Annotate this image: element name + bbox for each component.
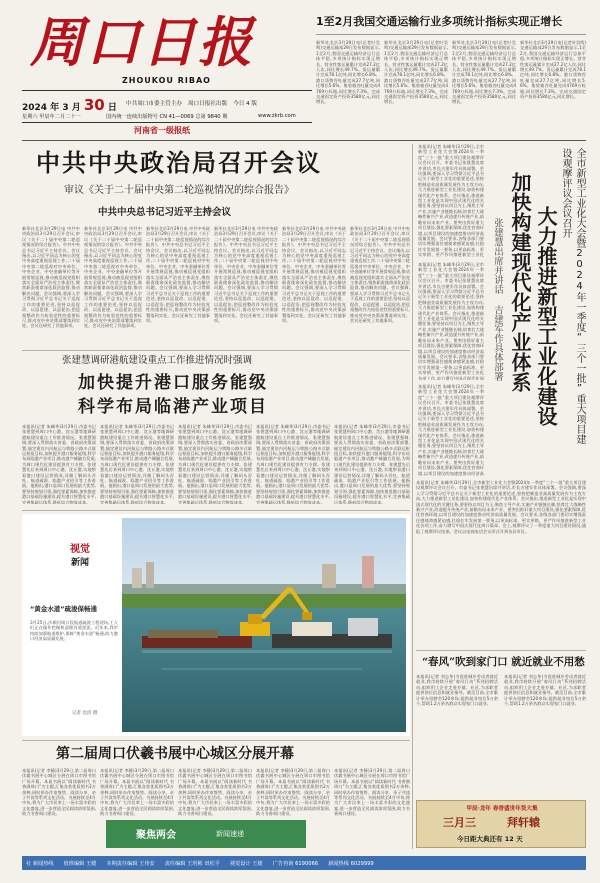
photo-credit: 记者 沈清 摄 [72, 711, 98, 716]
footer-item: 视觉设计 王捷 [229, 860, 263, 867]
employment-body-col2: 本报讯(记者 刘志华)为促进城乡劳动者就近就业,我市持续开展“春风行动”系列招聘活动,组织用工企业走进乡镇、社区,为求职者提供岗位信息和就业指导。截至目前,全市累计举办招聘会120余场,提供就业岗位5万余个,帮助1.2万余名群众实现家门口就业。 [504, 674, 586, 707]
port-story [22, 354, 410, 504]
top-news [316, 10, 586, 130]
lead-body-col1: 新华社北京3月29日电 中共中央政治局3月29日召开会议,审议《关于二十届中央第二轮巡视情况的综合报告》。中共中央总书记习近平主持会议。会议指出,以习近平同志为核心的党中央高度重视巡视工作,二十届中央第二轮巡视对中央单位、中央企业、中央金融单位等开展常规巡视,推动被巡视党组织落实全面从严治党主体责任,聚焦职责使命深化政治监督,推动解决问题。会议强调,要深入学习贯彻习近平总书记关于巡视工作的重要论述,坚持以巡促改、以巡促建、以巡促治,把巡视整改作为检验党性的重要标尺,推动党中央决策部署落到实处。会议还研究了其他事项。 [22, 226, 80, 329]
ad-left-sub: 新闻速递 [216, 830, 244, 838]
top-news-body-col3: 新华社北京3月29日电(记者叶昊鸣)交通运输部29日发布数据显示,1至2月,我国交通运输经济运行总体平稳,多项统计指标实现正增长。营业性客运量累计完成27.2亿人次,同比增长49.7%。货运量累计完成78.1亿吨,同比增长6.8%。港口货物吞吐量完成27.7亿吨,同比增长5.6%。集装箱吞吐量完成4769万标箱,同比增长7.3%。完成交通固定资产投资3580亿元,同比增长。 [452, 40, 516, 105]
top-news-body-col4: 新华社北京3月29日电(记者叶昊鸣)交通运输部29日发布数据显示,1至2月,我国交通运输经济运行总体平稳,多项统计指标实现正增长。营业性客运量累计完成27.2亿人次,同比增长49.7%。货运量累计完成78.1亿吨,同比增长6.8%。港口货物吞吐量完成27.7亿吨,同比增长5.6%。集装箱吞吐量完成4769万标箱,同比增长7.3%。完成交通固定资产投资3580亿元,同比增长。 [520, 40, 586, 100]
footer-item: 值班编辑 王健 [63, 860, 97, 867]
footer-item: 本期责任编辑 王伟安 [106, 860, 155, 867]
issue-date [22, 96, 117, 114]
top-news-headline: 1至2月我国交通运输行业多项统计指标实现正增长 [316, 10, 586, 35]
lead-host: 中共中央总书记习近平主持会议 [98, 207, 232, 218]
left-advertisement[interactable] [106, 820, 306, 848]
publisher-info [126, 99, 257, 107]
footer-item: 新闻热线 6029999 [328, 860, 374, 867]
feature-body-col3: 本报讯(记者 朱峰华)3月29日,全市新型工业化大会暨2024年一季度“三个一批”重大项目建设观摩评议会议召开。市委书记张建慧出席并讲话,市长吉建军作具体部署。会议强调,要深入学习贯彻习近平总书记关于新型工业化的重要论述,坚持把制造业高质量发展作为主攻方向,大力推进新型工业化建设,加快构建现代化产业体系。会议指出,推进新型工业化是实现中国式现代化的关键任务,要坚持以项目为王,聚焦主导产业,实施产业链链长制,培育壮大战略性新兴产业,改造提升传统产业,前瞻布局未来产业。要突出抓好重大项目建设,强化要素保障,优化营商环境,以项目建设的加速度推动经济高 [418, 384, 484, 476]
right-feature [416, 144, 586, 646]
lead-subtitle: 审议《关于二十届中央第二轮巡视情况的综合报告》 [64, 185, 294, 196]
port-body-col4: 本报讯(记者 朱峰华)3月29日,市委书记张建慧到周口中心港、沈丘港等地调研港航建设重点工作推进情况。张建慧强调,要深入贯彻落实省委、省政府决策部署,锚定建设内河航运与铁路公路多式联运枢纽目标,加快提升港口服务能级,科学布局临港产业项目,推动港产城融合发展,为周口现代化建设提供有力支撑。张建慧先后来到周口中心港、沈丘港,实地察看港口建设运营情况,详细了解码头吞吐、航道疏浚、临港产业招引等工作进展。他指出,港口是周口发展的最大优势,要坚持规划引领,强化要素保障,加快推进港口基础设施建设,提升港口智慧化水平,完善集疏运体系,降低综合物流成本。 [256, 424, 330, 504]
top-news-body-col1: 新华社北京3月29日电(记者叶昊鸣)交通运输部29日发布数据显示,1至2月,我国交通运输经济运行总体平稳,多项统计指标实现正增长。营业性客运量累计完成27.2亿人次,同比增长49.7%。货运量累计完成78.1亿吨,同比增长6.8%。港口货物吞吐量完成27.7亿吨,同比增长5.6%。集装箱吞吐量完成4769万标箱,同比增长7.3%。完成交通固定资产投资3580亿元,同比增长。 [316, 40, 380, 105]
page-count: 今日 4 版 [233, 101, 258, 107]
port-body-col1: 本报讯(记者 朱峰华)3月29日,市委书记张建慧到周口中心港、沈丘港等地调研港航建设重点工作推进情况。张建慧强调,要深入贯彻落实省委、省政府决策部署,锚定建设内河航运与铁路公路多式联运枢纽目标,加快提升港口服务能级,科学布局临港产业项目,推动港产城融合发展,为周口现代化建设提供有力支撑。张建慧先后来到周口中心港、沈丘港,实地察看港口建设运营情况,详细了解码头吞吐、航道疏浚、临港产业招引等工作进展。他指出,港口是周口发展的最大优势,要坚持规划引领,强化要素保障,加快推进港口基础设施建设,提升港口智慧化水平,完善集疏运体系,降低综合物流成本。 [22, 424, 96, 504]
port-kicker: 张建慧调研港航建设重点工作推进情况时强调 [62, 355, 253, 366]
footer-bar [22, 856, 586, 870]
dredging-photo [122, 518, 406, 732]
grade-badge: 河南省一级报纸 [134, 126, 190, 135]
port-headline-line2: 科学布局临港产业项目 [78, 397, 268, 417]
footer-item: 广告咨询 6190066 [272, 860, 319, 867]
ad-line1: 三月三 [443, 816, 476, 829]
employment-story [416, 654, 586, 754]
date-year: 2024 年 [22, 103, 60, 113]
photo-caption-title: “黄金水道”疏浚保畅通 [30, 605, 98, 613]
feature-body-col2: 本报讯(记者 朱峰华)3月29日,全市新型工业化大会暨2024年一季度“三个一批”重大项目建设观摩评议会议召开。市委书记张建慧出席并讲话,市长吉建军作具体部署。会议强调,要深入学习贯彻习近平总书记关于新型工业化的重要论述,坚持把制造业高质量发展作为主攻方向,大力推进新型工业化建设,加快构建现代化产业体系。会议指出,推进新型工业化是实现中国式现代化的关键任务,要坚持以项目为王,聚焦主导产业,实施产业链链长制,培育壮大战略性新兴产业,改造提升传统产业,前瞻布局未来产业。要突出抓好重大项目建设,强化要素保障,优化营商环境,以项目建设的加速度推动经济高质量发展。会议要求,各级各部门要切实增强责任感使命感紧迫感,扛稳扛牢发展第一要务,以更高标准、更实举措、更严作风推进新型工业化各项工作,奋力谱写中国式现代化周 [418, 262, 484, 380]
masthead [22, 10, 312, 138]
ad-brand: 甲辰·龙年 春香盛世年货大集 [466, 806, 538, 812]
book-fair-body-col4: 本报讯(记者 李静)3月29日,第二届周口伏羲书展中心城区分展在周口市图书馆广场开幕。本届书展以“阅读新时代 书香满周口”为主题,汇集各类优质图书2万余种,同时举办作家签售、阅读分享、亲子共读等系列文化活动。书展持续至4月中旬,将为广大市民奉上一场丰富多彩的文化盛宴,进一步营造全民阅读浓厚氛围,助力书香周口建设。 [256, 768, 330, 817]
weekday-line: 星期六 甲辰年二月二十一 [22, 114, 81, 120]
lead-body-col6: 新华社北京3月29日电 中共中央政治局3月29日召开会议,审议《关于二十届中央第二轮巡视情况的综合报告》。中共中央总书记习近平主持会议。会议指出,以习近平同志为核心的党中央高度重视巡视工作,二十届中央第二轮巡视对中央单位、中央企业、中央金融单位等开展常规巡视,推动被巡视党组织落实全面从严治党主体责任,聚焦职责使命深化政治监督,推动解决问题。会议强调,要深入学习贯彻习近平总书记关于巡视工作的重要论述,坚持以巡促改、以巡促建、以巡促治,把巡视整改作为检验党性的重要标尺,推动党中央决策部署落到实处。会议还研究了其他事项。 [350, 226, 410, 323]
top-news-body-col2: 新华社北京3月29日电(记者叶昊鸣)交通运输部29日发布数据显示,1至2月,我国交通运输经济运行总体平稳,多项统计指标实现正增长。营业性客运量累计完成27.2亿人次,同比增长49.7%。货运量累计完成78.1亿吨,同比增长6.8%。港口货物吞吐量完成27.7亿吨,同比增长5.6%。集装箱吞吐量完成4769万标箱,同比增长7.3%。完成交通固定资产投资3580亿元,同比增长。 [384, 40, 448, 105]
feature-body-wide: 本报讯(记者 朱峰华)3月29日,全市新型工业化大会暨2024年一季度“三个一批”重大项目建设观摩评议会议召开。市委书记张建慧出席并讲话,市长吉建军作具体部署。会议强调,要深入学习贯彻习近平总书记关于新型工业化的重要论述,坚持把制造业高质量发展作为主攻方向,大力推进新型工业化建设,加快构建现代化产业体系。会议指出,推进新型工业化是实现中国式现代化的关键任务,要坚持以项目为王,聚焦主导产业,实施产业链链长制,培育壮大战略性新兴产业,改造提升传统产业,前瞻布局未来产业。要突出抓好重大项目建设,强化要素保障,优化营商环境,以项目建设的加速度推动经济高质量发展。会议要求,各级各部门要切实增强责任感使命感紧迫感,扛稳扛牢发展第一要务,以更高标准、更实举措、更严作风推进新型工业化各项工作,奋力谱写中国式现代化周口篇章。会上,观摩评议了一季度重大项目建设情况,通报了观摩评议结果。会议以电视电话会议形式开到各县市区。 [416, 480, 586, 534]
feature-body-col1: 本报讯(记者 朱峰华)3月29日,全市新型工业化大会暨2024年一季度“三个一批”重大项目建设观摩评议会议召开。市委书记张建慧出席并讲话,市长吉建军作具体部署。会议强调,要深入学习贯彻习近平总书记关于新型工业化的重要论述,坚持把制造业高质量发展作为主攻方向,大力推进新型工业化建设,加快构建现代化产业体系。会议指出,推进新型工业化是实现中国式现代化的关键任务,要坚持以项目为王,聚焦主导产业,实施产业链链长制,培育壮大战略性新兴产业,改造提升传统产业,前瞻布局未来产业。要突出抓好重大项目建设,强化要素保障,优化营商环境,以项目建设的加速度推动经济高质量发展。会议要求,各级各部门要切实增强责任感使命感紧迫感,扛稳扛牢发展第一要务,以更高标准、更实举措、更严作风推进新型工业化 [418, 144, 484, 258]
ad-left-brand: 聚焦两会 [136, 830, 176, 841]
date-day: 30 [83, 96, 105, 114]
lead-body-col2: 新华社北京3月29日电 中共中央政治局3月29日召开会议,审议《关于二十届中央第二轮巡视情况的综合报告》。中共中央总书记习近平主持会议。会议指出,以习近平同志为核心的党中央高度重视巡视工作,二十届中央第二轮巡视对中央单位、中央企业、中央金融单位等开展常规巡视,推动被巡视党组织落实全面从严治党主体责任,聚焦职责使命深化政治监督,推动解决问题。会议强调,要深入学习贯彻习近平总书记关于巡视工作的重要论述,坚持以巡促改、以巡促建、以巡促治,把巡视整改作为检验党性的重要标尺,推动党中央决策部署落到实处。会议还研究了其他事项。 [84, 226, 142, 329]
employment-headline: “春风”吹到家门口 就近就业不用愁 [422, 656, 585, 668]
right-advertisement[interactable] [416, 800, 586, 848]
feature-vertical-title1: 大力推进新型工业化建设 [534, 206, 558, 426]
photo-caption-body: 3月25日,沙颍河周口段航道疏浚工程现场,工人们正在操作挖掘机清理河道淤泥。近年来,我市持续加强航道维护,保障“黄金水道”畅通,助力港口经济高质量发展。 [30, 620, 118, 642]
cn-code: 国内统一连续出版物号 CN 41—0069 总第 9840 期 [106, 114, 228, 120]
publisher: 中共周口市委主管主办 [126, 101, 182, 107]
port-body-col5: 本报讯(记者 朱峰华)3月29日,市委书记张建慧到周口中心港、沈丘港等地调研港航建设重点工作推进情况。张建慧强调,要深入贯彻落实省委、省政府决策部署,锚定建设内河航运与铁路公路多式联运枢纽目标,加快提升港口服务能级,科学布局临港产业项目,推动港产城融合发展,为周口现代化建设提供有力支撑。张建慧先后来到周口中心港、沈丘港,实地察看港口建设运营情况,详细了解码头吞吐、航道疏浚、临港产业招引等工作进展。他指出,港口是周口发展的最大优势,要坚持规划引领,强化要素保障,加快推进港口基础设施建设,提升港口智慧化水平,完善集疏运体系,降低综合物流成本。 [334, 424, 410, 504]
feature-vertical-title2: 加快构建现代化产业体系 [508, 172, 532, 392]
port-body-col3: 本报讯(记者 朱峰华)3月29日,市委书记张建慧到周口中心港、沈丘港等地调研港航建设重点工作推进情况。张建慧强调,要深入贯彻落实省委、省政府决策部署,锚定建设内河航运与铁路公路多式联运枢纽目标,加快提升港口服务能级,科学布局临港产业项目,推动港产城融合发展,为周口现代化建设提供有力支撑。张建慧先后来到周口中心港、沈丘港,实地察看港口建设运营情况,详细了解码头吞吐、航道疏浚、临港产业招引等工作进展。他指出,港口是周口发展的最大优势,要坚持规划引领,强化要素保障,加快推进港口基础设施建设,提升港口智慧化水平,完善集疏运体系,降低综合物流成本。 [178, 424, 252, 504]
photo-badge [62, 540, 98, 580]
port-headline-line1: 加快提升港口服务能级 [78, 373, 268, 393]
book-fair-body-col5: 本报讯(记者 李静)3月29日,第二届周口伏羲书展中心城区分展在周口市图书馆广场开幕。本届书展以“阅读新时代 书香满周口”为主题,汇集各类优质图书2万余种,同时举办作家签售、阅读分享、亲子共读等系列文化活动。书展持续至4月中旬,将为广大市民奉上一场丰富多彩的文化盛宴,进一步营造全民阅读浓厚氛围,助力书香周口建设。 [334, 768, 410, 817]
book-fair-body-col1: 本报讯(记者 李静)3月29日,第二届周口伏羲书展中心城区分展在周口市图书馆广场开幕。本届书展以“阅读新时代 书香满周口”为主题,汇集各类优质图书2万余种,同时举办作家签售、阅读分享、亲子共读等系列文化活动。书展持续至4月中旬,将为广大市民奉上一场丰富多彩的文化盛宴,进一步营造全民阅读浓厚氛围,助力书香周口建设。 [22, 768, 96, 817]
book-fair-body-col3: 本报讯(记者 李静)3月29日,第二届周口伏羲书展中心城区分展在周口市图书馆广场开幕。本届书展以“阅读新时代 书香满周口”为主题,汇集各类优质图书2万余种,同时举办作家签售、阅读分享、亲子共读等系列文化活动。书展持续至4月中旬,将为广大市民奉上一场丰富多彩的文化盛宴,进一步营造全民阅读浓厚氛围,助力书香周口建设。 [178, 768, 252, 817]
footer-item: 社 新闻热线 [26, 860, 54, 867]
book-fair-body-col2: 本报讯(记者 李静)3月29日,第二届周口伏羲书展中心城区分展在周口市图书馆广场开幕。本届书展以“阅读新时代 书香满周口”为主题,汇集各类优质图书2万余种,同时举办作家签售、阅读分享、亲子共读等系列文化活动。书展持续至4月中旬,将为广大市民奉上一场丰富多彩的文化盛宴,进一步营造全民阅读浓厚氛围,助力书香周口建设。 [100, 768, 174, 817]
photo-news [22, 514, 410, 736]
port-body-col2: 本报讯(记者 朱峰华)3月29日,市委书记张建慧到周口中心港、沈丘港等地调研港航建设重点工作推进情况。张建慧强调,要深入贯彻落实省委、省政府决策部署,锚定建设内河航运与铁路公路多式联运枢纽目标,加快提升港口服务能级,科学布局临港产业项目,推动港产城融合发展,为周口现代化建设提供有力支撑。张建慧先后来到周口中心港、沈丘港,实地察看港口建设运营情况,详细了解码头吞吐、航道疏浚、临港产业招引等工作进展。他指出,港口是周口发展的最大优势,要坚持规划引领,强化要素保障,加快推进港口基础设施建设,提升港口智慧化水平,完善集疏运体系,降低综合物流成本。 [100, 424, 174, 504]
employment-body-col1: 本报讯(记者 刘志华)为促进城乡劳动者就近就业,我市持续开展“春风行动”系列招聘活动,组织用工企业走进乡镇、社区,为求职者提供岗位信息和就业指导。截至目前,全市累计举办招聘会120余场,提供就业岗位5万余个,帮助1.2万余名群众实现家门口就业。 [416, 674, 498, 707]
footer-item: 责任编辑 王玥彬 田松平 [164, 860, 220, 867]
photo-badge-line1: 视觉 [70, 544, 90, 555]
feature-vertical-kicker: 全市新型工业化大会暨2024年一季度“三个一批”重大项目建设观摩评议会议召开 [560, 148, 585, 444]
lead-body-col3: 新华社北京3月29日电 中共中央政治局3月29日召开会议,审议《关于二十届中央第二轮巡视情况的综合报告》。中共中央总书记习近平主持会议。会议指出,以习近平同志为核心的党中央高度重视巡视工作,二十届中央第二轮巡视对中央单位、中央企业、中央金融单位等开展常规巡视,推动被巡视党组织落实全面从严治党主体责任,聚焦职责使命深化政治监督,推动解决问题。会议强调,要深入学习贯彻习近平总书记关于巡视工作的重要论述,坚持以巡促改、以巡促建、以巡促治,把巡视整改作为检验党性的重要标尺,推动党中央决策部署落到实处。会议还研究了其他事项。 [146, 226, 210, 323]
book-fair-headline: 第二届周口伏羲书展中心城区分展开幕 [56, 746, 294, 762]
lead-story [22, 146, 410, 346]
lead-body-col4: 新华社北京3月29日电 中共中央政治局3月29日召开会议,审议《关于二十届中央第二轮巡视情况的综合报告》。中共中央总书记习近平主持会议。会议指出,以习近平同志为核心的党中央高度重视巡视工作,二十届中央第二轮巡视对中央单位、中央企业、中央金融单位等开展常规巡视,推动被巡视党组织落实全面从严治党主体责任,聚焦职责使命深化政治监督,推动解决问题。会议强调,要深入学习贯彻习近平总书记关于巡视工作的重要论述,坚持以巡促改、以巡促建、以巡促治,把巡视整改作为检验党性的重要标尺,推动党中央决策部署落到实处。会议还研究了其他事项。 [214, 226, 278, 323]
lead-headline: 中共中央政治局召开会议 [36, 148, 322, 177]
feature-vertical-sub: 张建慧出席并讲话 吉建军作具体部署 [492, 218, 503, 381]
photo-badge-line2: 新闻 [70, 558, 89, 568]
website: www.zkrb.com [258, 113, 296, 119]
publishing-org: 周口日报社出版 [187, 101, 228, 107]
ad-line3: 今日距大典还有 12 天 [457, 835, 523, 843]
date-suffix: 日 [107, 103, 117, 113]
newspaper-pinyin: ZHOUKOU RIBAO [122, 76, 211, 85]
lead-body-col5: 新华社北京3月29日电 中共中央政治局3月29日召开会议,审议《关于二十届中央第二轮巡视情况的综合报告》。中共中央总书记习近平主持会议。会议指出,以习近平同志为核心的党中央高度重视巡视工作,二十届中央第二轮巡视对中央单位、中央企业、中央金融单位等开展常规巡视,推动被巡视党组织落实全面从严治党主体责任,聚焦职责使命深化政治监督,推动解决问题。会议强调,要深入学习贯彻习近平总书记关于巡视工作的重要论述,坚持以巡促改、以巡促建、以巡促治,把巡视整改作为检验党性的重要标尺,推动党中央决策部署落到实处。会议还研究了其他事项。 [282, 226, 346, 323]
date-month: 3 月 [62, 103, 81, 113]
ad-line2: 拜轩辕 [507, 816, 540, 829]
newspaper-logo: 周口日报 [30, 10, 254, 74]
